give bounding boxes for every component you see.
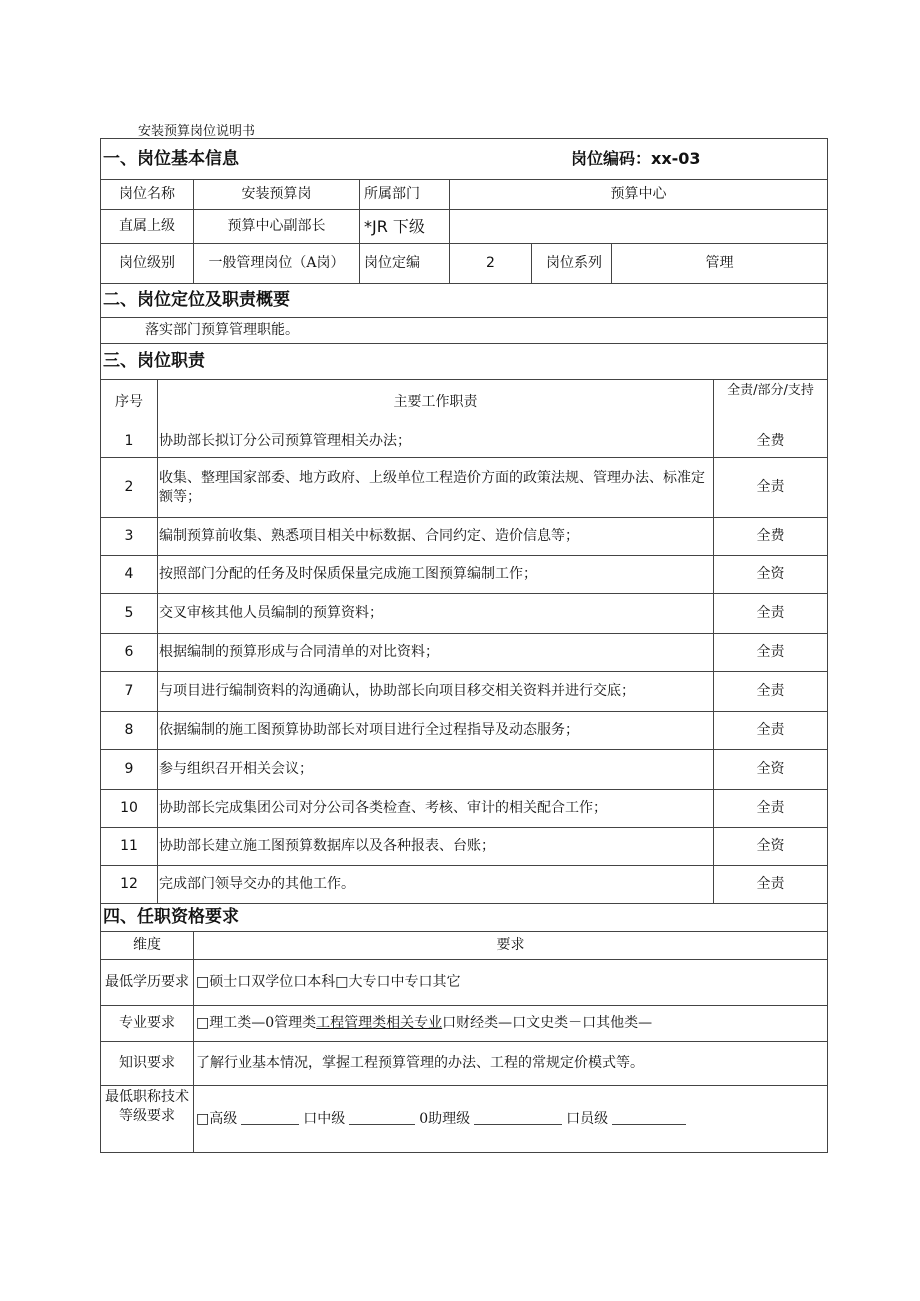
document-title: 安装预算岗位说明书 [138, 124, 256, 139]
section-title: 四、任职资格要求 [103, 907, 239, 928]
position-name-label: 岗位名称 [119, 186, 175, 203]
duty-resp: 全资 [713, 828, 827, 865]
series-label: 岗位系列 [531, 244, 611, 283]
duty-text: 协助部长拟订分公司预算管理相关办法； [157, 425, 713, 457]
superior-label: 直属上级 [119, 218, 175, 235]
superior-value: 预算中心副部长 [193, 210, 359, 243]
duty-row [101, 593, 827, 633]
title-blank [612, 1114, 686, 1125]
section-title: 三、岗位职责 [103, 351, 205, 372]
basic-row-superior [101, 209, 827, 243]
title-label: 最低职称技术等级要求 [105, 1089, 189, 1124]
duty-text: 协助部长完成集团公司对分公司各类检查、考核、审计的相关配合工作； [157, 790, 713, 827]
title-blank [474, 1114, 562, 1125]
qualification-column-headers [101, 931, 827, 959]
title-options [193, 1086, 827, 1152]
duty-text: 依据编制的施工图预算协助部长对项目进行全过程指导及动态服务； [157, 712, 713, 749]
title-option-assistant: 0助理级 [419, 1110, 471, 1127]
duty-resp: 全责 [713, 672, 827, 711]
duty-row [101, 865, 827, 903]
duties-column-headers [101, 379, 827, 425]
major-row [101, 1005, 827, 1041]
duty-row [101, 789, 827, 827]
duty-row [101, 425, 827, 457]
section-duties-header [101, 343, 827, 379]
duty-no: 5 [124, 605, 134, 622]
department-label: 所属部门 [359, 180, 449, 209]
duty-no: 7 [124, 683, 134, 700]
duty-text: 编制预算前收集、熟悉项目相关中标数据、合同约定、造价信息等； [157, 518, 713, 555]
level-label: 岗位级别 [119, 255, 175, 272]
title-blank [241, 1114, 299, 1125]
duty-resp: 全资 [713, 750, 827, 789]
job-description-form [100, 138, 828, 1153]
duty-row [101, 671, 827, 711]
duty-no: 4 [124, 566, 134, 583]
duty-no: 8 [124, 722, 134, 739]
duty-text: 协助部长建立施工图预算数据库以及各种报表、台账； [157, 828, 713, 865]
knowledge-label: 知识要求 [119, 1055, 175, 1072]
duty-resp: 全责 [713, 458, 827, 517]
major-highlight: 工程管理类相关专业 [316, 1015, 443, 1032]
duty-text: 与项目进行编制资料的沟通确认，协助部长向项目移交相关资料并进行交底； [157, 672, 713, 711]
series-value: 管理 [611, 244, 827, 283]
duty-resp: 全责 [713, 594, 827, 633]
duty-text: 按照部门分配的任务及时保质保量完成施工图预算编制工作； [157, 556, 713, 593]
duty-resp: 全责 [713, 790, 827, 827]
duty-text-header: 主要工作职责 [157, 380, 713, 425]
duty-resp: 全责 [713, 866, 827, 903]
duty-resp: 全资 [713, 556, 827, 593]
education-label: 最低学历要求 [105, 974, 189, 991]
section-title: 二、岗位定位及职责概要 [103, 290, 290, 311]
duty-text: 完成部门领导交办的其他工作。 [157, 866, 713, 903]
knowledge-value: 了解行业基本情况，掌握工程预算管理的办法、工程的常规定价模式等。 [193, 1042, 827, 1085]
title-option-staff: 口员级 [566, 1110, 609, 1127]
duty-row [101, 711, 827, 749]
duty-no: 2 [124, 479, 134, 496]
duty-no: 1 [124, 432, 134, 449]
dimension-header: 维度 [133, 937, 161, 954]
duty-rows [101, 425, 827, 903]
major-value [193, 1006, 827, 1041]
duty-no: 10 [120, 800, 138, 817]
level-value: 一般管理岗位（A岗） [193, 244, 359, 283]
duty-no-header: 序号 [115, 394, 143, 411]
title-row [101, 1085, 827, 1152]
headcount-label: 岗位定编 [359, 244, 449, 283]
duty-no: 3 [124, 528, 134, 545]
title-option-intermediate: 口中级 [303, 1110, 346, 1127]
basic-row-name [101, 179, 827, 209]
summary-row [101, 317, 827, 343]
basic-row-level [101, 243, 827, 283]
education-value: □硕士口双学位口本科□大专口中专口其它 [193, 960, 827, 1005]
section-title: 一、岗位基本信息 [103, 148, 239, 169]
duty-row [101, 827, 827, 865]
requirement-header: 要求 [193, 932, 827, 959]
section-qualification-header [101, 903, 827, 931]
duty-text: 交叉审核其他人员编制的预算资料； [157, 594, 713, 633]
subordinate-label: *JR 下级 [359, 210, 449, 243]
position-name-value: 安装预算岗 [193, 180, 359, 209]
major-label: 专业要求 [119, 1015, 175, 1032]
duty-resp: 全费 [713, 425, 827, 457]
duty-no: 9 [124, 761, 134, 778]
section-summary-header [101, 283, 827, 317]
duty-no: 11 [120, 838, 138, 855]
duty-text: 参与组织召开相关会议； [157, 750, 713, 789]
section-basic-info-header [101, 139, 827, 179]
major-prefix: □理工类—0管理类 [196, 1015, 317, 1032]
headcount-value: 2 [449, 244, 531, 283]
duty-row [101, 749, 827, 789]
department-value: 预算中心 [449, 180, 827, 209]
title-option-senior: □高级 [196, 1110, 238, 1127]
duty-text: 收集、整理国家部委、地方政府、上级单位工程造价方面的政策法规、管理办法、标准定额等； [157, 458, 713, 517]
duty-no: 6 [124, 644, 134, 661]
duty-resp-header: 全责/部分/支持 [713, 380, 827, 425]
duty-row [101, 555, 827, 593]
duty-resp: 全费 [713, 518, 827, 555]
knowledge-row [101, 1041, 827, 1085]
duty-text: 根据编制的预算形成与合同清单的对比资料； [157, 634, 713, 671]
duty-no: 12 [120, 876, 138, 893]
subordinate-value [449, 210, 827, 243]
duty-row [101, 633, 827, 671]
duty-row [101, 517, 827, 555]
major-suffix: 口财经类—口文史类－口其他类— [442, 1015, 653, 1032]
summary-text: 落实部门预算管理职能。 [145, 322, 299, 339]
duty-resp: 全责 [713, 634, 827, 671]
title-blank [349, 1114, 415, 1125]
position-code: 岗位编码：xx-03 [571, 149, 701, 169]
duty-row [101, 457, 827, 517]
duty-resp: 全责 [713, 712, 827, 749]
education-row [101, 959, 827, 1005]
